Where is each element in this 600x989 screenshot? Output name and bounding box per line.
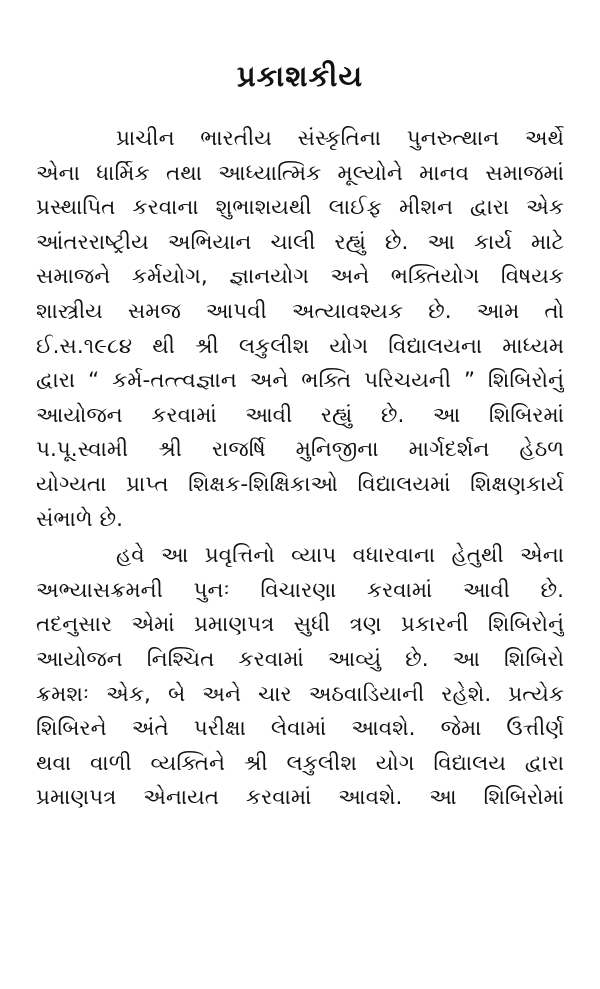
page-title: પ્રકાશકીય <box>236 59 364 93</box>
text-line: શિબિરને અંતે પરીક્ષા લેવામાં આવશે. જેમા ઉત્તીર્ણ <box>36 716 564 742</box>
text-line: પ્રસ્થાપિત કરવાના શુભાશયથી લાઈફ મીશન દ્વારા એક <box>36 195 564 221</box>
text-line: પ્રમાણપત્ર એનાયત કરવામાં આવશે. આ શિબિરોમાં <box>36 785 564 811</box>
text-line: યોગ્યતા પ્રાપ્ત શિક્ષક-શિક્ષિકાઓ વિદ્યાલયમાં શિક્ષણકાર્ય <box>36 471 564 497</box>
text-line: આયોજન કરવામાં આવી રહ્યું છે. આ શિબિરમાં <box>36 402 564 428</box>
text-line: તદનુસાર એમાં પ્રમાણપત્ર સુધી ત્રણ પ્રકારની શિબિરોનું <box>36 612 564 638</box>
paragraph-2 <box>36 539 564 816</box>
text-line: ઈ.સ.૧૯૮૪ થી શ્રી લકુલીશ યોગ વિદ્યાલયના માધ્યમ <box>36 333 564 359</box>
text-line: પ્રાચીન ભારતીય સંસ્કૃતિના પુનરુત્થાન અર્થે <box>116 126 564 151</box>
text-line: ક્રમશઃ એક, બે અને ચાર અઠવાડિયાની રહેશે. પ્રત્યેક <box>36 681 564 707</box>
text-line: દ્વારા “ કર્મ-તત્ત્વજ્ઞાન અને ભક્તિ પરિચયની ” શિબિરોનું <box>36 368 564 394</box>
text-line: સમાજને કર્મયોગ, જ્ઞાનયોગ અને ભક્તિયોગ વિષયક <box>36 264 564 290</box>
text-line: હવે આ પ્રવૃત્તિનો વ્યાપ વધારવાના હેતુથી એના <box>116 543 564 569</box>
text-line: પ.પૂ.સ્વામી શ્રી રાજર્ષિ મુનિજીના માર્ગદર્શન હેઠળ <box>36 437 564 463</box>
text-line: આયોજન નિશ્ચિત કરવામાં આવ્યું છે. આ શિબિરો <box>36 646 564 672</box>
text-line: શાસ્ત્રીય સમજ આપવી અત્યાવશ્યક છે. આમ તો <box>36 298 564 324</box>
text-line: થવા વાળી વ્યક્તિને શ્રી લકુલીશ યોગ વિદ્યાલય દ્વારા <box>36 750 564 776</box>
text-line: અભ્યાસક્રમની પુનઃ વિચારણા કરવામાં આવી છે. <box>36 577 564 603</box>
paragraph-1 <box>36 122 564 537</box>
text-line: એના ધાર્મિક તથા આધ્યાત્મિક મૂલ્યોને માનવ સમાજમાં <box>36 160 564 186</box>
text-line: સંભાળે છે. <box>36 506 123 532</box>
text-line: આંતરરાષ્ટ્રીય અભિયાન ચાલી રહ્યું છે. આ કાર્ય માટે <box>36 229 564 255</box>
